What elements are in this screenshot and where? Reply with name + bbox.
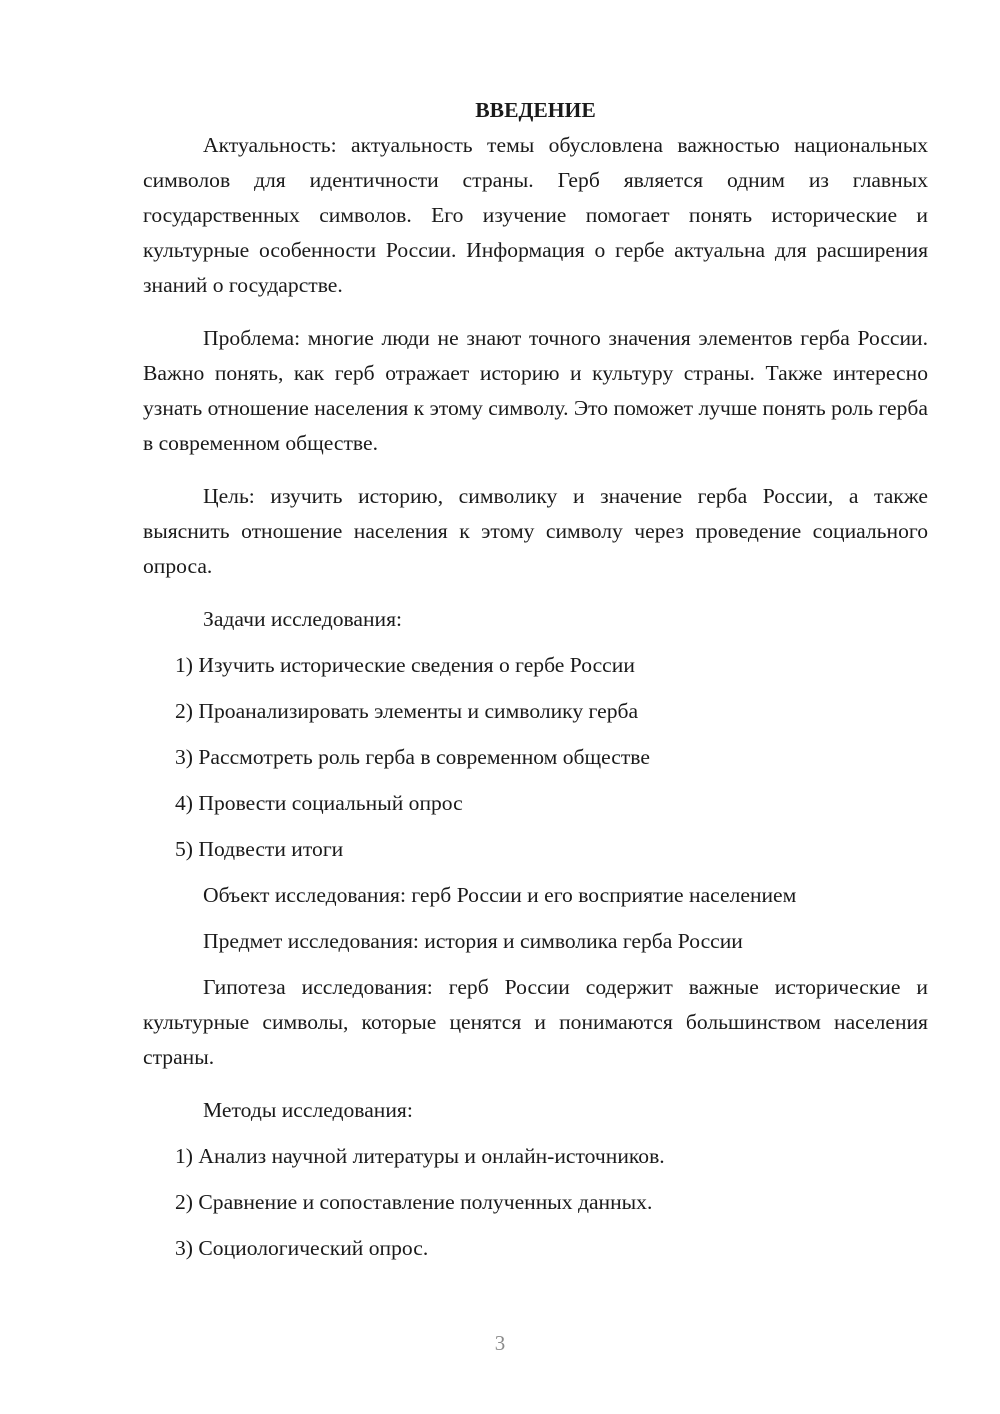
section-heading: ВВЕДЕНИЕ (475, 98, 596, 122)
tasks-title: Задачи исследования: (203, 607, 403, 631)
methods-title: Методы исследования: (203, 1098, 413, 1122)
list-item: 2) Сравнение и сопоставление полученных данных. (175, 1190, 653, 1214)
hypothesis-paragraph: Гипотеза исследования: герб России содержит важные исторические и культурные символы, которые ценятся и понимаются большинством населения страны. (143, 975, 928, 1069)
object-line: Объект исследования: герб России и его восприятие населением (203, 883, 797, 907)
list-item: 1) Анализ научной литературы и онлайн-источников. (175, 1144, 665, 1168)
page-number: 3 (494, 1331, 506, 1355)
list-item: 2) Проанализировать элементы и символику герба (175, 699, 639, 723)
list-item: 3) Рассмотреть роль герба в современном обществе (175, 745, 650, 769)
goal-paragraph: Цель: изучить историю, символику и значение герба России, а также выяснить отношение населения к этому символу через проведение социального опроса. (143, 484, 928, 578)
list-item: 5) Подвести итоги (175, 837, 344, 861)
subject-line: Предмет исследования: история и символика герба России (203, 929, 743, 953)
document-page (143, 93, 928, 1266)
list-item: 1) Изучить исторические сведения о гербе России (175, 653, 635, 677)
list-item: 4) Провести социальный опрос (175, 791, 463, 815)
problem-paragraph: Проблема: многие люди не знают точного значения элементов герба России. Важно понять, как герб отражает историю и культуру страны. Также интересно узнать отношение населения к этому символу. Это поможет лучше понять роль герба в современном обществе. (143, 326, 928, 455)
list-item: 3) Социологический опрос. (175, 1236, 429, 1260)
relevance-paragraph: Актуальность: актуальность темы обусловлена важностью национальных символов для идентичности страны. Герб является одним из главных государственных символов. Его изучение помогает понять исторические и культурные особенности России. Информация о гербе актуальна для расширения знаний о государстве. (143, 133, 928, 297)
